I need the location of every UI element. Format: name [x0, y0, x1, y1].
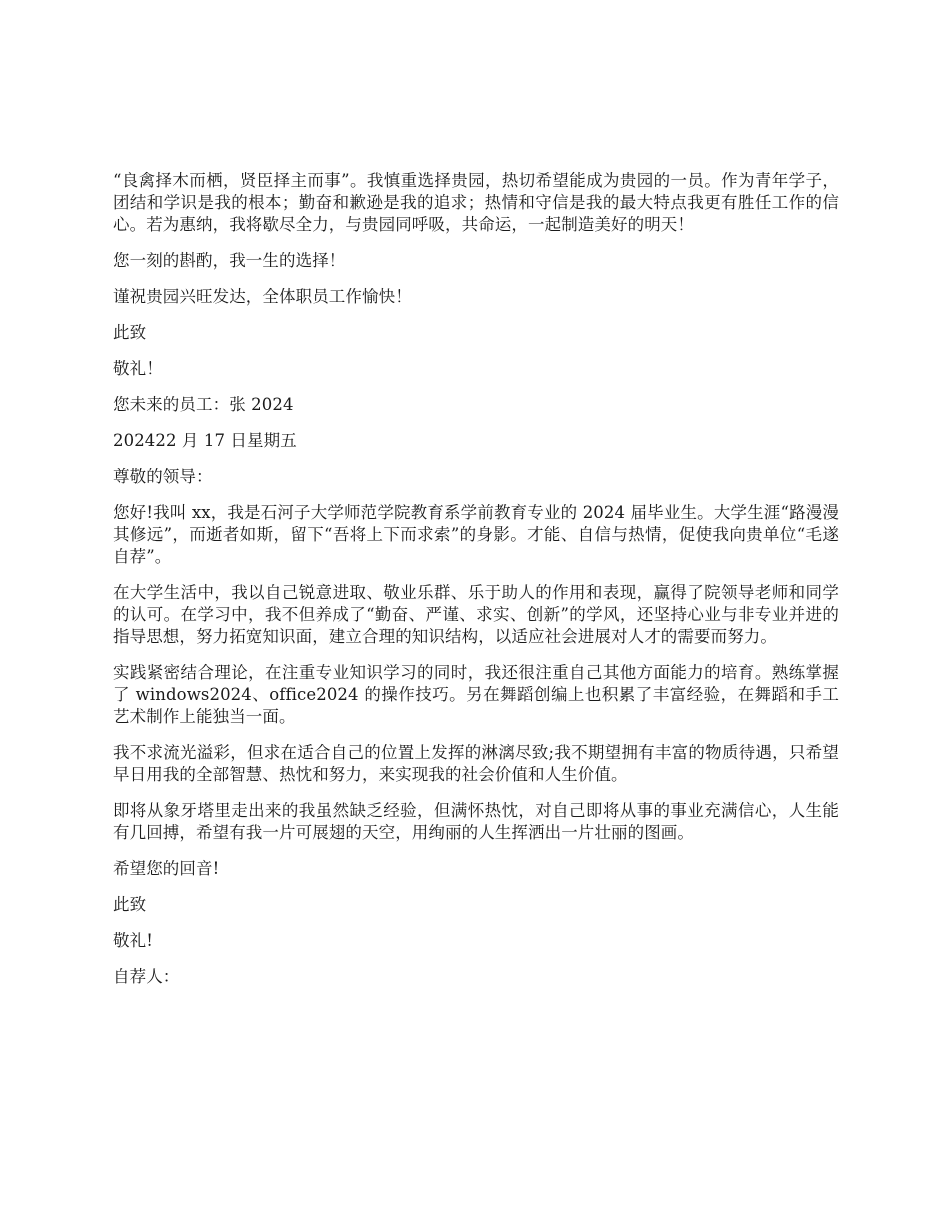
closing-paragraph: “良禽择木而栖，贤臣择主而事”。我慎重选择贵园，热切希望能成为贵园的一员。作为青年学子，团结和学识是我的根本；勤奋和歉逊是我的追求；热情和守信是我的最大特点我更有胜任工作的信心。若为惠纳，我将歇尽全力，与贵园同呼吸，共命运，一起制造美好的明天！ [113, 171, 839, 234]
greeting-line: 尊敬的领导： [113, 467, 213, 486]
choice-line: 您一刻的斟酌，我一生的选择！ [113, 251, 346, 270]
signature-line: 您未来的员工：张 2024 [113, 395, 294, 414]
salutation-jingli: 敬礼！ [113, 359, 163, 378]
university-life-paragraph: 在大学生活中，我以自己锐意进取、敬业乐群、乐于助人的作用和表现，赢得了院领导老师和同学的认可。在学习中，我不但养成了“勤奋、严谨、求实、创新”的学风，还坚持心业与非专业并进的指导思想，努力拓宽知识面，建立合理的知识结构，以适应社会进展对人才的需要而努力。 [113, 583, 839, 646]
practice-paragraph: 实践紧密结合理论，在注重专业知识学习的同时，我还很注重自己其他方面能力的培育。熟练掌握了 windows2024、office2024 的操作技巧。另在舞蹈创编上也积累了丰富经验，在舞蹈和手工艺术制作上能独当一面。 [113, 663, 839, 726]
self-recommender-line: 自荐人： [113, 967, 180, 986]
aspiration-paragraph: 我不求流光溢彩，但求在适合自己的位置上发挥的淋漓尽致;我不期望拥有丰富的物质待遇，只希望早日用我的全部智慧、热忱和努力，来实现我的社会价值和人生价值。 [113, 743, 839, 784]
wishes-line: 谨祝贵园兴旺发达，全体职员工作愉快！ [113, 287, 412, 306]
date-line: 202422 月 17 日星期五 [113, 431, 297, 450]
salutation-jingli-2: 敬礼! [113, 931, 153, 950]
reply-hope-line: 希望您的回音! [113, 859, 220, 878]
salutation-cizhi: 此致 [113, 323, 147, 342]
intro-paragraph: 您好!我叫 xx，我是石河子大学师范学院教育系学前教育专业的 2024 届毕业生。大学生涯“路漫漫其修远”，而逝者如斯，留下“吾将上下而求索”的身影。才能、自信与热情，促使我向贵单位“毛遂自荐”。 [113, 503, 839, 566]
document-body [113, 170, 839, 1002]
outlook-paragraph: 即将从象牙塔里走出来的我虽然缺乏经验，但满怀热忱，对自己即将从事的事业充满信心，人生能有几回搏，希望有我一片可展翅的天空，用绚丽的人生挥洒出一片壮丽的图画。 [113, 801, 839, 842]
salutation-cizhi-2: 此致 [113, 895, 147, 914]
